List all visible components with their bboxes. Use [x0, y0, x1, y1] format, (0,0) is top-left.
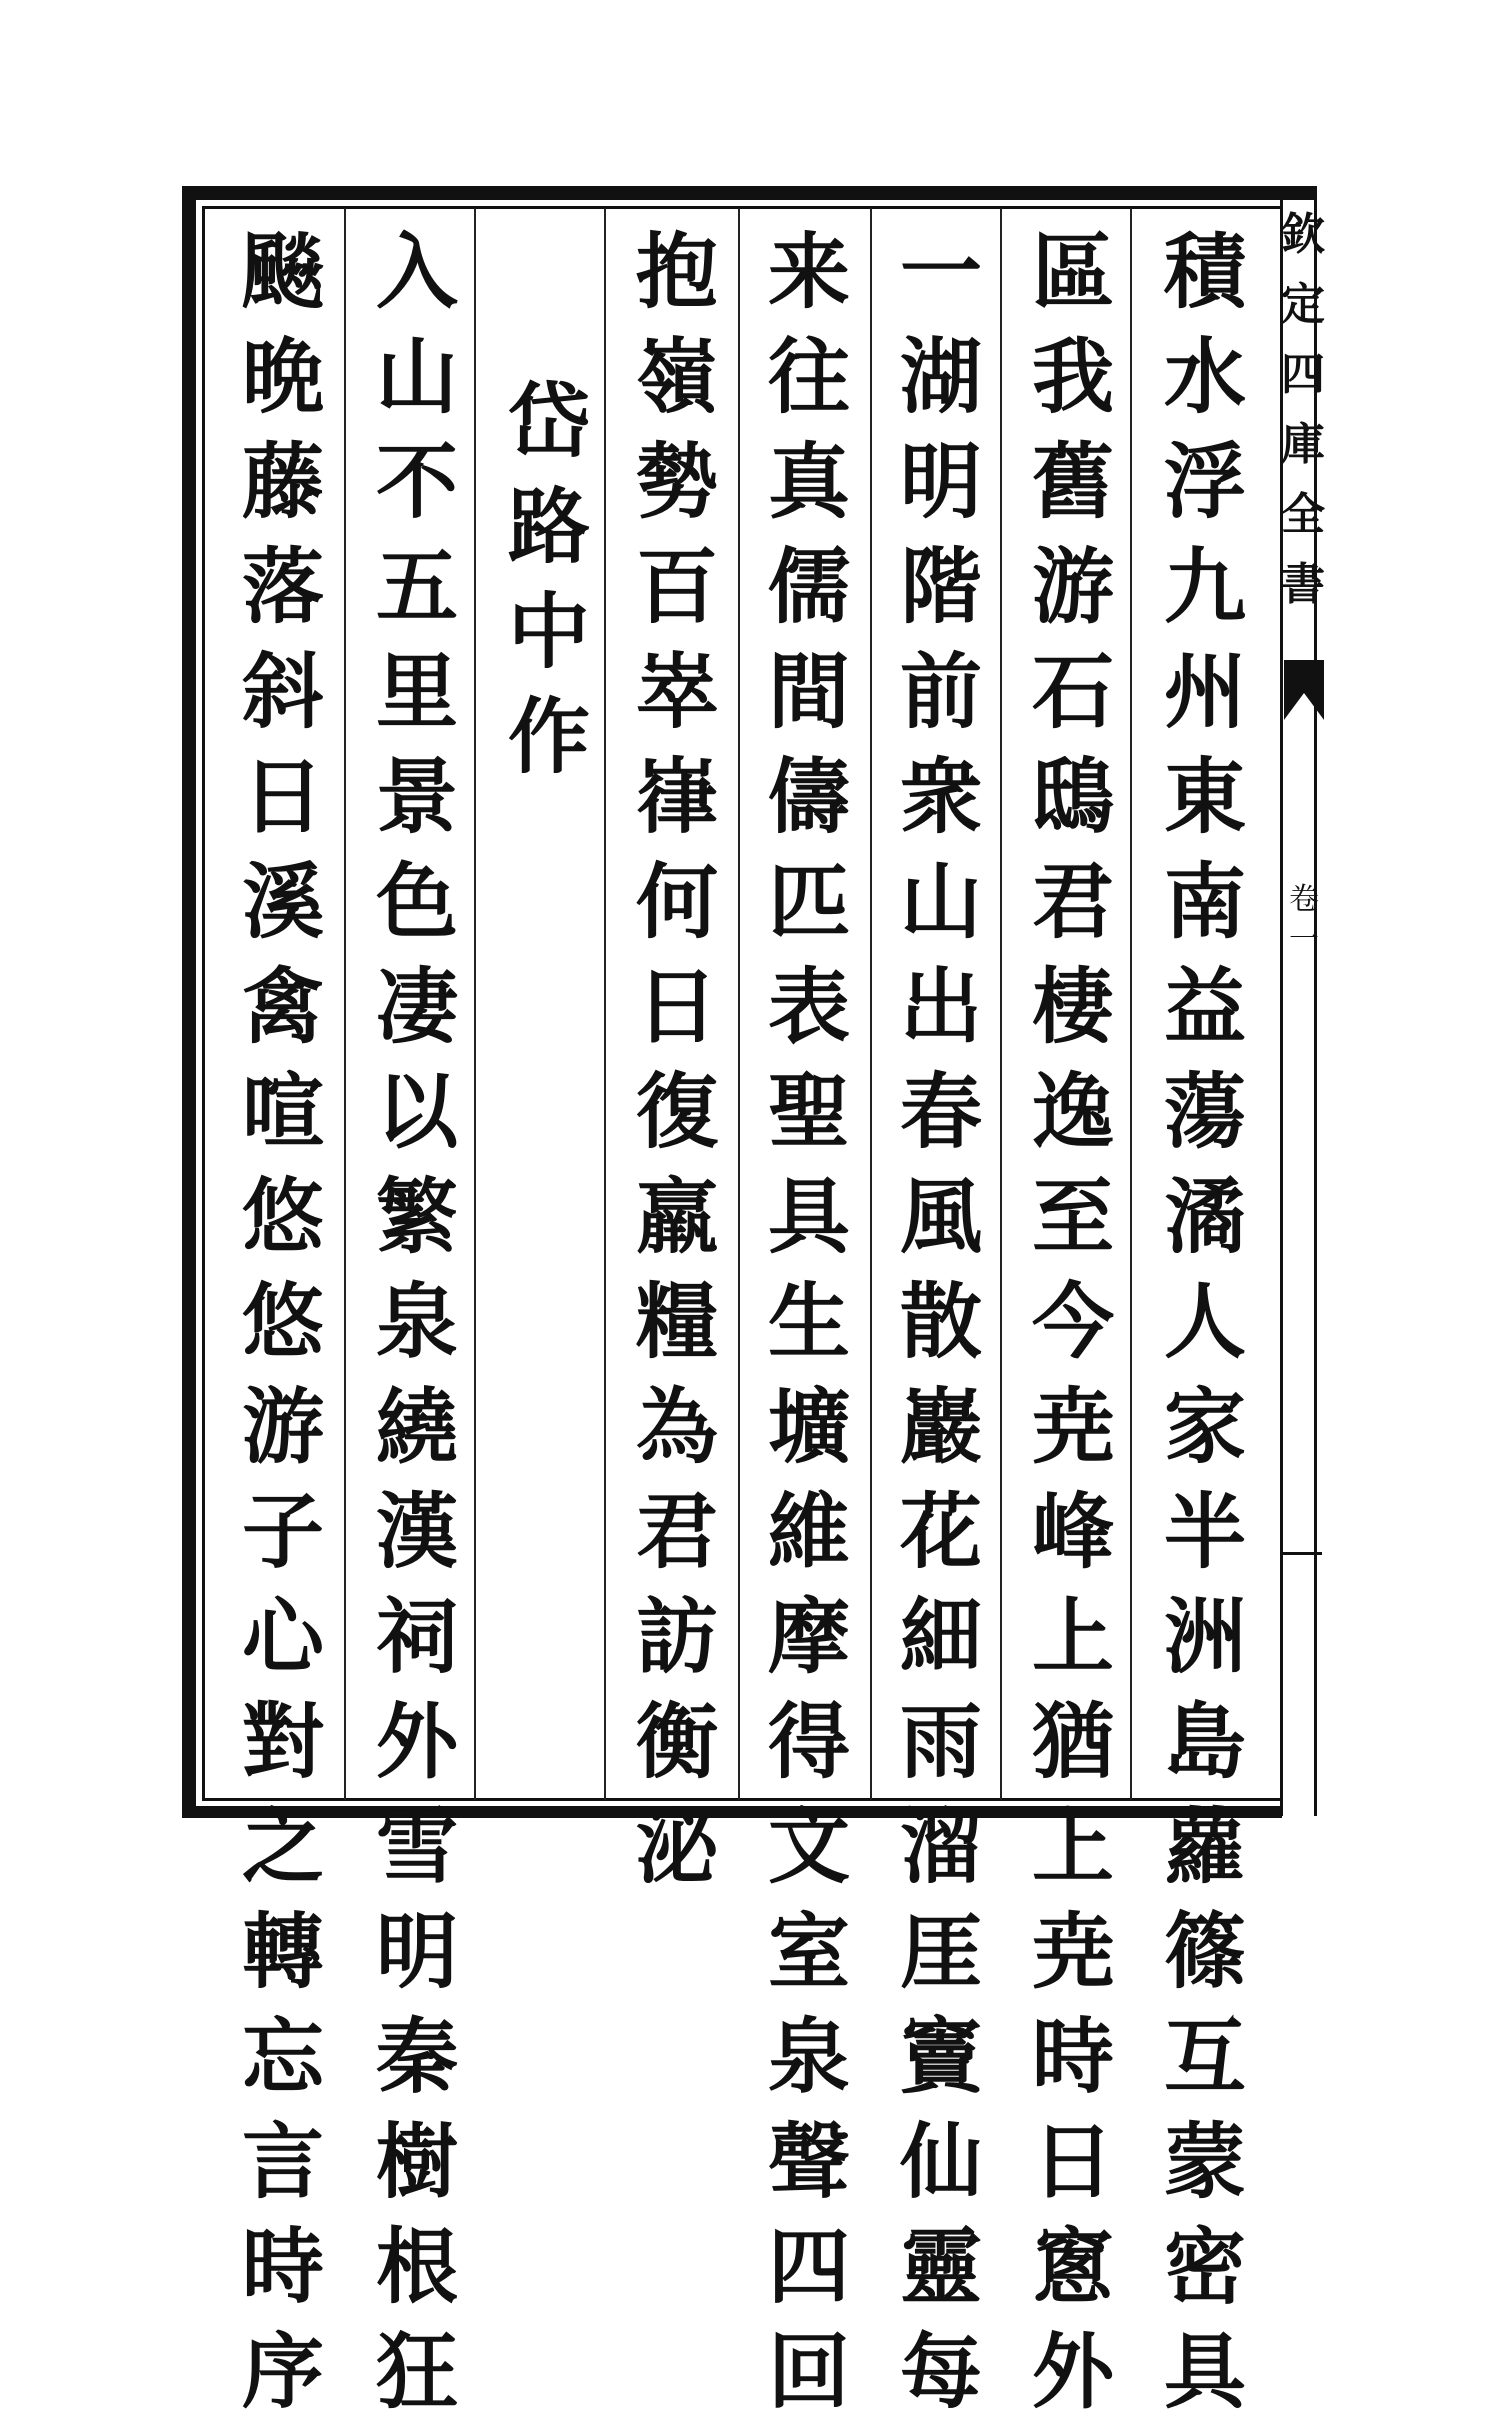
column-rule	[738, 208, 740, 1800]
inner-top-border	[202, 206, 1282, 209]
column-character: 轉	[241, 1904, 324, 2000]
column-character: 舊	[1031, 434, 1114, 530]
column-character: 浮	[1163, 434, 1246, 530]
column-rule	[474, 208, 476, 1800]
column-character: 猶	[1031, 1694, 1114, 1790]
column-character: 儔	[767, 749, 850, 845]
column-character: 百	[635, 539, 718, 635]
column-character: 積	[1163, 224, 1246, 320]
column-character: 室	[767, 1904, 850, 2000]
column-character: 今	[1031, 1274, 1114, 1370]
column-character: 尭	[1031, 1904, 1114, 2000]
margin-title-character: 庫	[1281, 419, 1325, 470]
column-character: 作	[507, 689, 590, 785]
column-character: 外	[375, 1694, 458, 1790]
column-character: 竇	[899, 2009, 982, 2105]
column-character: 悠	[241, 1169, 324, 1265]
column-character: 君	[635, 1484, 718, 1580]
column-character: 雨	[899, 1694, 982, 1790]
column-character: 湖	[899, 329, 982, 425]
column-character: 来	[767, 224, 850, 320]
column-character: 前	[899, 644, 982, 740]
margin-title-character: 欽	[1281, 209, 1325, 260]
column-character: 不	[375, 434, 458, 530]
column-character: 溪	[241, 854, 324, 950]
column-character: 色	[375, 854, 458, 950]
column-character: 岱	[507, 374, 590, 470]
column-character: 晩	[241, 329, 324, 425]
column-character: 悠	[241, 1274, 324, 1370]
column-character: 繁	[375, 1169, 458, 1265]
column-character: 景	[375, 749, 458, 845]
column-character: 維	[767, 1484, 850, 1580]
column-character: 窻	[1031, 2219, 1114, 2315]
column-character: 得	[767, 1694, 850, 1790]
column-character: 羸	[635, 1169, 718, 1265]
column-character: 島	[1163, 1694, 1246, 1790]
volume-label-character: 卷	[1289, 882, 1319, 917]
column-character: 厓	[899, 1904, 982, 2000]
column-character: 鴟	[1031, 749, 1114, 845]
column-character: 往	[767, 329, 850, 425]
column-character: 日	[635, 959, 718, 1055]
column-character: 明	[375, 1904, 458, 2000]
column-character: 棲	[1031, 959, 1114, 1055]
margin-title-character: 四	[1281, 349, 1325, 400]
text-column-1	[1150, 220, 1260, 2425]
column-character: 衆	[899, 749, 982, 845]
column-character: 密	[1163, 2219, 1246, 2315]
text-column-7	[362, 220, 472, 2425]
column-character: 泉	[375, 1274, 458, 1370]
text-column-3	[886, 220, 996, 2425]
column-character: 至	[1031, 1169, 1114, 1265]
column-character: 雪	[375, 1799, 458, 1895]
column-character: 益	[1163, 959, 1246, 1055]
column-character: 花	[899, 1484, 982, 1580]
column-character: 山	[899, 854, 982, 950]
column-character: 東	[1163, 749, 1246, 845]
column-character: 上	[1031, 1799, 1114, 1895]
column-character: 以	[375, 1064, 458, 1160]
text-column-4	[754, 220, 864, 2425]
column-character: 飈	[241, 224, 324, 320]
margin-tick	[1282, 1552, 1322, 1555]
column-character: 家	[1163, 1379, 1246, 1475]
column-character: 蕩	[1163, 1064, 1246, 1160]
column-character: 散	[899, 1274, 982, 1370]
column-character: 四	[767, 2219, 850, 2315]
column-character: 中	[507, 584, 590, 680]
column-character: 蘿	[1163, 1799, 1246, 1895]
column-character: 泉	[767, 2009, 850, 2105]
column-character: 子	[241, 1484, 324, 1580]
column-character: 心	[241, 1589, 324, 1685]
column-character: 路	[507, 479, 590, 575]
column-character: 之	[241, 1799, 324, 1895]
column-character: 狂	[375, 2324, 458, 2420]
column-character: 具	[1163, 2324, 1246, 2420]
column-character: 游	[241, 1379, 324, 1475]
column-character: 上	[1031, 1589, 1114, 1685]
column-character: 仙	[899, 2114, 982, 2210]
margin-volume-label	[1282, 880, 1326, 960]
column-character: 抱	[635, 224, 718, 320]
column-character: 崒	[635, 644, 718, 740]
column-character: 藤	[241, 434, 324, 530]
column-character: 復	[635, 1064, 718, 1160]
column-character: 回	[767, 2324, 850, 2420]
fishtail-mark	[1284, 660, 1324, 720]
column-character: 喧	[241, 1064, 324, 1160]
margin-title-character: 書	[1281, 559, 1325, 610]
column-character: 明	[899, 434, 982, 530]
column-character: 為	[635, 1379, 718, 1475]
column-character: 壙	[767, 1379, 850, 1475]
column-character: 半	[1163, 1484, 1246, 1580]
column-character: 衡	[635, 1694, 718, 1790]
column-character: 日	[1031, 2114, 1114, 2210]
column-character: 細	[899, 1589, 982, 1685]
column-character: 每	[899, 2324, 982, 2420]
column-character: 斜	[241, 644, 324, 740]
column-character: 嶺	[635, 329, 718, 425]
column-character: 序	[241, 2324, 324, 2420]
column-character: 秦	[375, 2009, 458, 2105]
column-character: 嵂	[635, 749, 718, 845]
column-character: 具	[767, 1169, 850, 1265]
column-character: 根	[375, 2219, 458, 2315]
column-character: 勢	[635, 434, 718, 530]
inner-left-border	[202, 206, 205, 1800]
volume-label-character: 一	[1289, 922, 1319, 957]
column-character: 匹	[767, 854, 850, 950]
frame-top-border	[182, 186, 1316, 200]
column-character: 人	[1163, 1274, 1246, 1370]
column-character: 繞	[375, 1379, 458, 1475]
column-character: 文	[767, 1799, 850, 1895]
column-character: 區	[1031, 224, 1114, 320]
column-character: 一	[899, 224, 982, 320]
column-character: 外	[1031, 2324, 1114, 2420]
column-character: 時	[241, 2219, 324, 2315]
column-character: 篠	[1163, 1904, 1246, 2000]
column-character: 出	[899, 959, 982, 1055]
column-character: 入	[375, 224, 458, 320]
column-character: 溜	[899, 1799, 982, 1895]
column-character: 訪	[635, 1589, 718, 1685]
column-character: 凄	[375, 959, 458, 1055]
margin-title-character: 全	[1281, 489, 1325, 540]
column-character: 石	[1031, 644, 1114, 740]
column-character: 君	[1031, 854, 1114, 950]
column-character: 摩	[767, 1589, 850, 1685]
column-character: 表	[767, 959, 850, 1055]
column-character: 山	[375, 329, 458, 425]
column-character: 風	[899, 1169, 982, 1265]
column-character: 糧	[635, 1274, 718, 1370]
column-character: 言	[241, 2114, 324, 2210]
column-rule	[344, 208, 346, 1800]
column-rule	[1000, 208, 1002, 1800]
column-character: 互	[1163, 2009, 1246, 2105]
column-character: 蒙	[1163, 2114, 1246, 2210]
column-character: 祠	[375, 1589, 458, 1685]
column-character: 州	[1163, 644, 1246, 740]
column-character: 日	[241, 749, 324, 845]
column-character: 儒	[767, 539, 850, 635]
column-character: 洲	[1163, 1589, 1246, 1685]
column-character: 間	[767, 644, 850, 740]
text-column-8	[228, 220, 338, 2425]
column-character: 南	[1163, 854, 1246, 950]
column-character: 里	[375, 644, 458, 740]
column-character: 巖	[899, 1379, 982, 1475]
column-character: 九	[1163, 539, 1246, 635]
column-character: 對	[241, 1694, 324, 1790]
column-character: 時	[1031, 2009, 1114, 2105]
text-column-2	[1018, 220, 1128, 2425]
text-column-6-poem-title	[494, 370, 604, 790]
column-rule	[604, 208, 606, 1800]
column-rule	[1130, 208, 1132, 1800]
column-character: 聖	[767, 1064, 850, 1160]
column-character: 逸	[1031, 1064, 1114, 1160]
column-character: 真	[767, 434, 850, 530]
column-character: 忘	[241, 2009, 324, 2105]
column-character: 靈	[899, 2219, 982, 2315]
column-character: 禽	[241, 959, 324, 1055]
column-character: 我	[1031, 329, 1114, 425]
column-character: 五	[375, 539, 458, 635]
column-character: 潏	[1163, 1169, 1246, 1265]
column-character: 聲	[767, 2114, 850, 2210]
column-character: 樹	[375, 2114, 458, 2210]
column-character: 峰	[1031, 1484, 1114, 1580]
frame-left-border	[182, 186, 196, 1816]
column-rule	[870, 208, 872, 1800]
column-character: 階	[899, 539, 982, 635]
column-character: 尭	[1031, 1379, 1114, 1475]
margin-title-character: 定	[1281, 279, 1325, 330]
column-character: 游	[1031, 539, 1114, 635]
column-character: 生	[767, 1274, 850, 1370]
column-character: 落	[241, 539, 324, 635]
column-character: 何	[635, 854, 718, 950]
column-character: 泌	[635, 1799, 718, 1895]
column-character: 春	[899, 1064, 982, 1160]
margin-book-title	[1278, 200, 1328, 620]
text-column-5	[622, 220, 732, 1900]
column-character: 水	[1163, 329, 1246, 425]
column-character: 漢	[375, 1484, 458, 1580]
